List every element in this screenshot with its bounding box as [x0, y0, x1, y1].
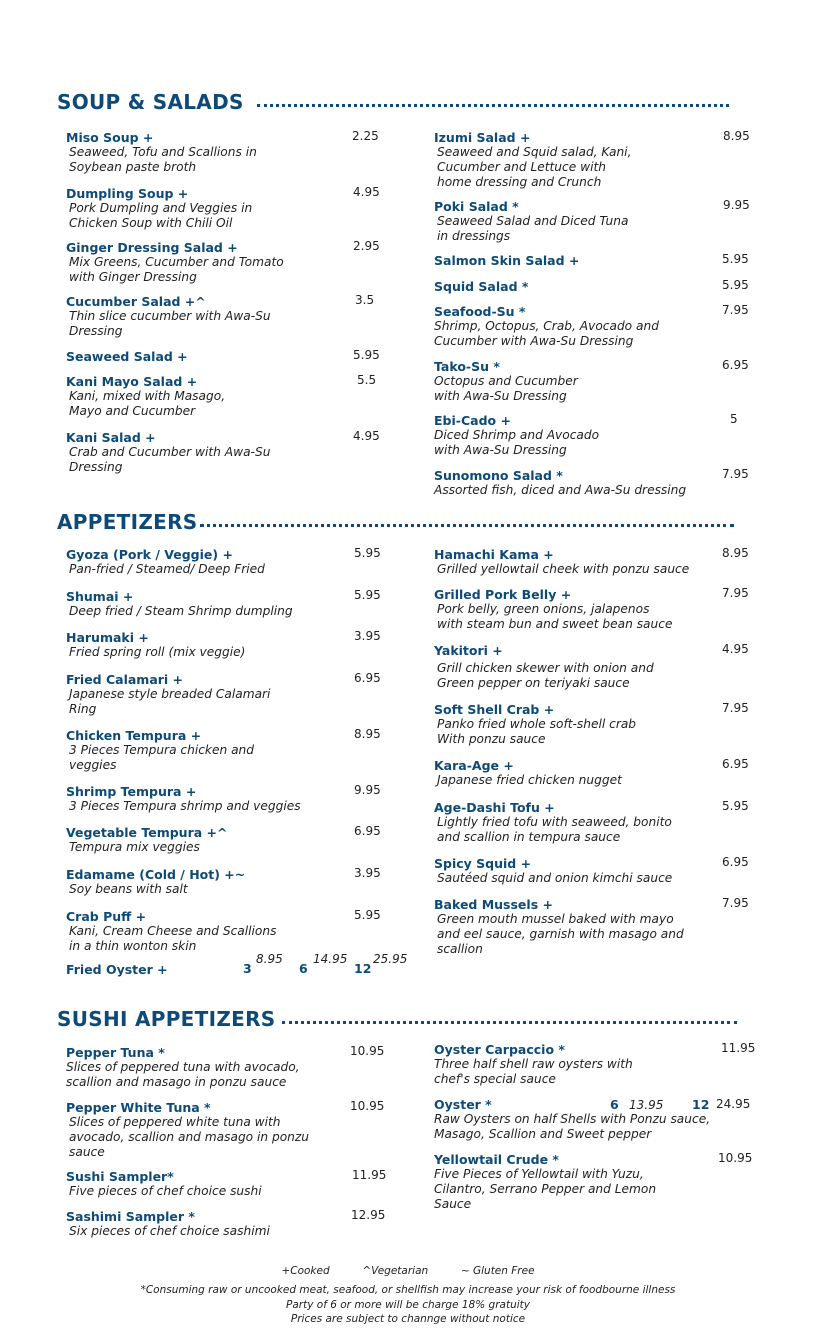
item-name: Dumpling Soup +	[66, 186, 189, 201]
item-name: Crab Puff +	[66, 909, 147, 924]
menu-item	[434, 547, 734, 577]
item-price: 6.95	[722, 358, 749, 372]
item-description: Raw Oysters on half Shells with Ponzu sauce, Masago, Scallion and Sweet pepper	[434, 1112, 711, 1141]
item-description: Kani, mixed with Masago, Mayo and Cucumber	[69, 389, 226, 418]
item-description: Five Pieces of Yellowtail with Yuzu, Cilantro, Serrano Pepper and Lemon Sauce	[434, 1167, 657, 1211]
section-title-sushi-appetizers: SUSHI APPETIZERS	[57, 1007, 276, 1031]
item-name: Cucumber Salad +^	[66, 294, 206, 309]
menu-item	[434, 643, 734, 691]
item-name: Kani Salad +	[66, 430, 156, 445]
quantity-option: 3	[243, 961, 252, 976]
menu-item	[66, 240, 366, 285]
menu-item-fried-oyster	[66, 962, 236, 977]
item-price: 12.95	[351, 1208, 386, 1222]
menu-item	[66, 784, 366, 814]
item-description: Grilled yellowtail cheek with ponzu sauce	[437, 562, 690, 576]
item-name: Sushi Sampler*	[66, 1169, 174, 1184]
item-price: 4.95	[353, 429, 380, 443]
menu-item	[66, 909, 366, 954]
item-price: 7.95	[722, 467, 749, 481]
item-price: 5.95	[722, 252, 749, 266]
quantity-option: 12	[354, 961, 372, 976]
legend-cooked: +Cooked	[281, 1265, 330, 1277]
item-description: Fried spring roll (mix veggie)	[69, 645, 246, 659]
menu-item	[434, 304, 734, 349]
item-price: 10.95	[718, 1151, 753, 1165]
item-description: Crab and Cucumber with Awa-Su Dressing	[69, 445, 271, 474]
menu-item	[434, 413, 734, 458]
menu-item	[434, 130, 734, 189]
item-price: 5.95	[354, 908, 381, 922]
item-price: 10.95	[350, 1099, 385, 1113]
menu-item	[66, 867, 366, 897]
section-title-soup-salads: SOUP & SALADS	[57, 90, 244, 114]
item-name: Oyster *	[434, 1097, 492, 1112]
item-description: Thin slice cucumber with Awa-Su Dressing	[69, 309, 271, 338]
item-description: Octopus and Cucumber with Awa-Su Dressing	[434, 374, 578, 403]
item-price: 3.95	[354, 866, 381, 880]
menu-item	[66, 430, 366, 475]
item-name: Oyster Carpaccio *	[434, 1042, 565, 1057]
item-name: Ebi-Cado +	[434, 413, 511, 428]
menu-item	[434, 279, 734, 294]
menu-item	[66, 186, 366, 231]
item-description: Shrimp, Octopus, Crab, Avocado and Cucumber with Awa-Su Dressing	[434, 319, 659, 348]
item-description: Three half shell raw oysters with chef's special sauce	[434, 1057, 633, 1086]
item-name: Shumai +	[66, 589, 134, 604]
quantity-price: 14.95	[313, 952, 348, 966]
item-price: 6.95	[354, 671, 381, 685]
item-name: Kara-Age +	[434, 758, 514, 773]
item-name: Spicy Squid +	[434, 856, 532, 871]
item-name: Shrimp Tempura +	[66, 784, 197, 799]
item-description: Slices of peppered white tuna with avocado, scallion and masago in ponzu sauce	[69, 1115, 310, 1159]
item-description: 3 Pieces Tempura shrimp and veggies	[69, 799, 301, 813]
item-description: Pan-fried / Steamed/ Deep Fried	[69, 562, 265, 576]
item-description: Mix Greens, Cucumber and Tomato with Ginger Dressing	[69, 255, 284, 284]
item-price: 5.95	[722, 799, 749, 813]
menu-item	[66, 374, 366, 419]
prices-note: Prices are subject to channge without notice	[290, 1313, 526, 1325]
menu-item	[434, 468, 734, 498]
item-name: Kani Mayo Salad +	[66, 374, 198, 389]
item-price: 11.95	[721, 1041, 756, 1055]
menu-item	[434, 800, 734, 845]
item-name: Edamame (Cold / Hot) +~	[66, 867, 246, 882]
item-price: 5.5	[357, 373, 377, 387]
item-description: Seaweed, Tofu and Scallions in Soybean paste broth	[69, 145, 257, 174]
menu-item	[66, 294, 366, 339]
item-price: 3.95	[354, 629, 381, 643]
item-name: Fried Oyster +	[66, 962, 168, 977]
item-name: Salmon Skin Salad +	[434, 253, 580, 268]
item-description: Lightly fried tofu with seaweed, bonito and scallion in tempura sauce	[437, 815, 672, 844]
item-price: 7.95	[722, 303, 749, 317]
menu-item	[434, 758, 734, 788]
quantity-option: 12	[692, 1097, 710, 1112]
menu-item	[66, 130, 366, 175]
item-price: 7.95	[722, 701, 749, 715]
item-price: 11.95	[352, 1168, 387, 1182]
item-description: Sautéed squid and onion kimchi sauce	[437, 871, 673, 885]
item-price: 3.5	[355, 293, 375, 307]
item-description: Tempura mix veggies	[69, 840, 200, 854]
item-description: Pork Dumpling and Veggies in Chicken Soup with Chili Oil	[69, 201, 253, 230]
item-description: Assorted fish, diced and Awa-Su dressing	[434, 483, 687, 497]
item-price: 7.95	[722, 896, 749, 910]
item-price: 7.95	[722, 586, 749, 600]
item-description: 3 Pieces Tempura chicken and veggies	[69, 743, 255, 772]
item-description: Six pieces of chef choice sashimi	[69, 1224, 270, 1238]
item-name: Age-Dashi Tofu +	[434, 800, 555, 815]
title-leader-dots	[200, 524, 734, 527]
item-price: 5.95	[353, 348, 380, 362]
item-name: Yakitori +	[434, 643, 503, 658]
item-price: 4.95	[722, 642, 749, 656]
menu-item	[434, 359, 734, 404]
item-description: Pork belly, green onions, jalapenos with steam bun and sweet bean sauce	[437, 602, 673, 631]
item-price: 5.95	[354, 546, 381, 560]
quantity-option: 6	[610, 1097, 619, 1112]
item-price: 9.95	[354, 783, 381, 797]
menu-item	[66, 825, 366, 855]
item-name: Soft Shell Crab +	[434, 702, 555, 717]
item-name: Yellowtail Crude *	[434, 1152, 559, 1167]
item-name: Chicken Tempura +	[66, 728, 202, 743]
quantity-price: 8.95	[256, 952, 283, 966]
menu-item	[434, 253, 734, 268]
item-name: Pepper White Tuna *	[66, 1100, 211, 1115]
quantity-price: 13.95	[629, 1098, 664, 1112]
item-description: Japanese style breaded Calamari Ring	[69, 687, 271, 716]
item-name: Hamachi Kama +	[434, 547, 554, 562]
item-description: Seaweed and Squid salad, Kani, Cucumber and Lettuce with home dressing and Crunch	[437, 145, 632, 189]
item-price: 2.95	[353, 239, 380, 253]
legend-gluten-free: ~ Gluten Free	[460, 1265, 535, 1277]
gratuity-note: Party of 6 or more will be charge 18% gratuity	[286, 1299, 530, 1311]
footer-legend	[0, 1265, 816, 1277]
item-price: 6.95	[722, 855, 749, 869]
item-price: 6.95	[722, 757, 749, 771]
legend-vegetarian: ^Vegetarian	[362, 1265, 429, 1277]
item-name: Grilled Pork Belly +	[434, 587, 572, 602]
item-price: 9.95	[723, 198, 750, 212]
item-description: Kani, Cream Cheese and Scallions in a thin wonton skin	[69, 924, 277, 953]
item-name: Vegetable Tempura +^	[66, 825, 228, 840]
item-name: Miso Soup +	[66, 130, 154, 145]
menu-item	[434, 856, 734, 886]
item-price: 8.95	[354, 727, 381, 741]
item-price: 10.95	[350, 1044, 385, 1058]
item-price: 5.95	[722, 278, 749, 292]
item-price: 5	[730, 412, 738, 426]
raw-food-warning: *Consuming raw or uncooked meat, seafood, or shellfish may increase your risk of foodbourne illness	[140, 1284, 676, 1296]
item-name: Pepper Tuna *	[66, 1045, 165, 1060]
title-leader-dots	[257, 104, 729, 107]
menu-item	[66, 630, 366, 660]
item-price: 6.95	[354, 824, 381, 838]
menu-item	[66, 672, 366, 717]
item-name: Poki Salad *	[434, 199, 519, 214]
item-name: Gyoza (Pork / Veggie) +	[66, 547, 233, 562]
item-description: Deep fried / Steam Shrimp dumpling	[69, 604, 293, 618]
quantity-price: 25.95	[373, 952, 408, 966]
title-leader-dots	[282, 1021, 737, 1024]
item-description: Diced Shrimp and Avocado with Awa-Su Dressing	[434, 428, 600, 457]
item-name: Fried Calamari +	[66, 672, 184, 687]
menu-item	[66, 1100, 366, 1159]
item-name: Squid Salad *	[434, 279, 529, 294]
quantity-option: 6	[299, 961, 308, 976]
item-name: Baked Mussels +	[434, 897, 553, 912]
menu-item	[434, 1042, 734, 1087]
item-price: 8.95	[723, 129, 750, 143]
menu-item	[434, 1152, 734, 1211]
item-description: Green mouth mussel baked with mayo and eel sauce, garnish with masago and scallion	[437, 912, 684, 956]
item-price: 8.95	[722, 546, 749, 560]
menu-item	[66, 589, 366, 619]
item-name: Izumi Salad +	[434, 130, 531, 145]
item-description: Slices of peppered tuna with avocado, scallion and masago in ponzu sauce	[66, 1060, 300, 1089]
section-title-appetizers: APPETIZERS	[57, 510, 198, 534]
item-name: Ginger Dressing Salad +	[66, 240, 238, 255]
item-description: Japanese fried chicken nugget	[437, 773, 622, 787]
menu-item	[66, 1045, 366, 1090]
menu-item	[434, 702, 734, 747]
item-price: 5.95	[354, 588, 381, 602]
menu-item	[66, 349, 366, 364]
item-name: Sashimi Sampler *	[66, 1209, 195, 1224]
menu-item	[66, 728, 366, 773]
item-description: Soy beans with salt	[69, 882, 188, 896]
menu-item	[434, 199, 734, 244]
item-price: 2.25	[352, 129, 379, 143]
item-name: Sunomono Salad *	[434, 468, 563, 483]
menu-item	[434, 587, 734, 632]
menu-item	[434, 897, 734, 956]
item-description: Seaweed Salad and Diced Tuna in dressings	[437, 214, 629, 243]
item-name: Tako-Su *	[434, 359, 500, 374]
item-description: Five pieces of chef choice sushi	[69, 1184, 262, 1198]
item-description: Panko fried whole soft-shell crab With ponzu sauce	[437, 717, 637, 746]
item-price: 4.95	[353, 185, 380, 199]
menu-item	[66, 1209, 366, 1239]
item-name: Seaweed Salad +	[66, 349, 188, 364]
item-description: Grill chicken skewer with onion and Green pepper on teriyaki sauce	[437, 661, 654, 690]
menu-item	[66, 1169, 366, 1199]
quantity-price: 24.95	[716, 1097, 751, 1111]
item-name: Seafood-Su *	[434, 304, 526, 319]
item-name: Harumaki +	[66, 630, 149, 645]
menu-item	[66, 547, 366, 577]
